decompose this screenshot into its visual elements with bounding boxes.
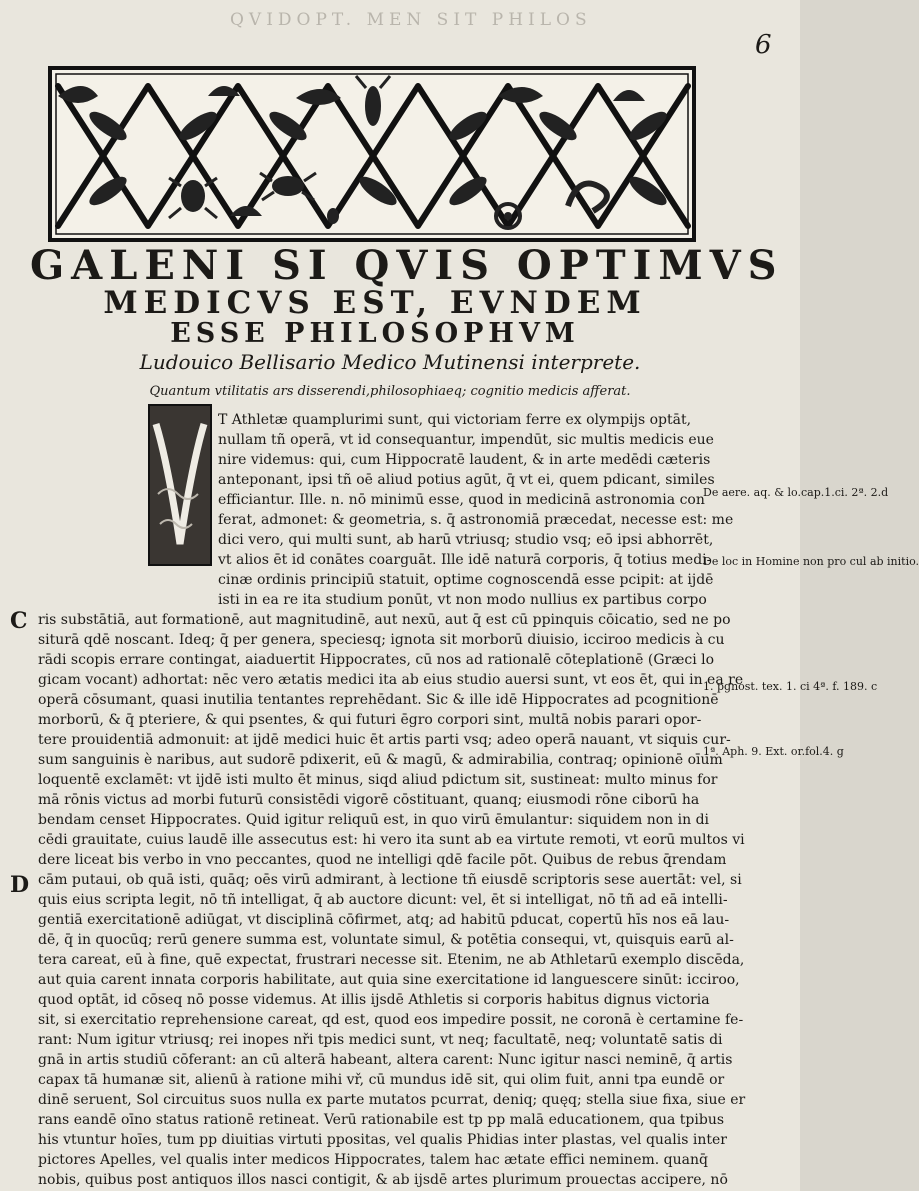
bleed-through-text: QVIDOPT. MEN SIT PHILOS — [230, 10, 592, 30]
text-line: operā cōsumant, quasi inutilia tentantes reprehēdant. Sic & ille idē Hippocrates ad pcognitionē — [38, 692, 719, 708]
text-line: bendam censet Hippocrates. Quid igitur reliquū est, in quo virū ēmulantur: siquidem non in di — [38, 812, 710, 828]
margin-letter-c: C — [10, 608, 28, 634]
text-line: gnā in artis studiū cōferant: an cū alterā habeant, altera carent: Nunc igitur nasci neminē, q̄ artis — [38, 1052, 733, 1068]
title-line-1: GALENI SI QVIS OPTIMVS — [30, 242, 784, 289]
margin-note: De aere. aq. & lo.cap.1.ci. 2ª. 2.d — [703, 486, 889, 499]
scorpion-icon — [327, 208, 339, 224]
text-line: vt alios ēt id conātes coarguāt. Ille idē naturā corporis, q̄ totius medi- — [218, 552, 712, 568]
text-line: quod optāt, id cōseq nō posse videmus. At illis ijsdē Athletis si corporis habitus dignus victoria — [38, 992, 710, 1008]
text-line: anteponant, ipsi tñ oē aliud potius agūt, q̄ vt ei, quem pdicant, similes — [218, 472, 715, 488]
text-line: sum sanguinis è naribus, aut sudorē pdixerit, eū & magū, & admirabilia, contraq; opinionē oīum — [38, 752, 723, 768]
summary-caption: Quantum vtilitatis ars disserendi,philosophiaeq; cognitio medicis afferat. — [149, 384, 631, 399]
text-line: nobis, quibus post antiquos illos nasci contigit, & ab ijsdē artes plurimum prouectas accipere, nō — [38, 1172, 728, 1188]
text-line: ris substātiā, aut formationē, aut magnitudinē, aut nexū, aut q̄ est cū ppinquis cōicatio, sed ne po — [38, 612, 731, 628]
margin-letter-d: D — [10, 872, 30, 898]
text-line: quis eius scripta legit, nō tñ intelligat, q̄ ab auctore dicunt: vel, ēt si intelligat, nō tñ ad eā intelli- — [38, 892, 728, 908]
page-number: 6 — [755, 30, 772, 60]
margin-note: 1ª. Aph. 9. Ext. or.fol.4. g — [703, 745, 844, 758]
text-line: rant: Num igitur vtriusq; rei inopes nři tpis medici sunt, vt neq; facultatē, neq; voluntatē satis di — [38, 1032, 723, 1048]
text-line: sit, si exercitatio reprehensione careat, qd est, quod eos impedire possit, ne coronā è certamine fe- — [38, 1012, 744, 1028]
text-line: T Athletæ quamplurimi sunt, qui victoriam ferre ex olympijs optāt, — [218, 412, 692, 428]
text-line: dinē seruent, Sol circuitus suos nulla ex parte mutatos pcurrat, deniq; quęq; stella siue fixa, siue er — [38, 1092, 746, 1108]
text-line: morborū, & q̄ pteriere, & qui psentes, & qui futuri ēgro corpori sint, multā nobis parari opor- — [38, 712, 702, 728]
text-line: nire videmus: qui, cum Hippocratē laudent, & in arte medēdi cæteris — [218, 452, 711, 468]
text-line: loquentē exclamēt: vt ijdē isti multo ēt minus, siqd aliud pdictum sit, sustineat: multo minus for — [38, 772, 718, 788]
translator-line: Ludouico Bellisario Medico Mutinensi interprete. — [139, 350, 641, 374]
margin-note: 1. pgnost. tex. 1. ci 4ª. f. 189. c — [703, 680, 878, 693]
text-line: nullam tñ operā, vt id consequantur, impendūt, sic multis medicis eue — [218, 432, 714, 448]
title-line-2: MEDICVS EST, EVNDEM — [103, 285, 647, 321]
text-line: ferat, admonet: & geometria, s. q̄ astronomiā præcedat, necesse est: me — [218, 512, 734, 528]
text-line: tere prouidentiā admonuit: at ijdē medici huic ēt artis parti vsq; adeo operā nauant, vt siquis cur- — [38, 732, 731, 748]
text-line: rādi scopis errare contingat, aiaduertit Hippocrates, cū nos ad rationalē cōteplationē (Græci lo — [38, 652, 715, 668]
text-line: gicam vocant) adhortat: nēc vero ætatis medici ita ab eius studio auersi sunt, vt eos ēt, qui in ea re — [38, 672, 744, 688]
text-line: his vtuntur hoīes, tum pp diuitias virtuti ppositas, vel qualis Phidias inter plastas, vel qualis inter — [38, 1132, 727, 1148]
text-line: isti in ea re ita studium ponūt, vt non modo nullius ex partibus corpo — [218, 592, 707, 608]
title-line-3: ESSE PHILOSOPHVM — [170, 318, 580, 349]
text-line: cinæ ordinis principiū statuit, optime cognoscendā esse pcipit: at ijdē — [218, 572, 714, 588]
text-line: mā rōnis victus ad morbi futurū consistēdi vigorē cōstituant, quanq; eiusmodi rōne ciborū ha — [38, 792, 700, 808]
text-line: rans eandē oīno status rationē retineat. Verū rationabile est tp pp malā educationem, qua tpibus — [38, 1112, 725, 1128]
text-line: dici vero, qui multi sunt, ab harū vtriusq; studio vsq; eō ipsi abhorrēt, — [218, 532, 714, 548]
text-line: capax tā humanæ sit, alienū à ratione mihi vř, cū mundus idē sit, qui olim fuit, anni tpa eundē or — [38, 1072, 725, 1088]
text-line: cēdi grauitate, cuius laudē ille assecutus est: hi vero ita sunt ab ea virtute remoti, vt eorū multos vi — [38, 832, 745, 848]
text-line: siturā qdē noscant. Ideq; q̄ per genera, speciesq; ignota sit morborū diuisio, icciroo medicis à cu — [38, 632, 725, 648]
text-line: pictores Apelles, vel qualis inter medicos Hippocrates, talem hac ætate effici neminem. quanq̄ — [38, 1152, 708, 1168]
text-line: aut quia carent innata corporis habilitate, aut quia sine exercitatione id languescere sinūt: icciroo, — [38, 972, 740, 988]
margin-note: De loc in Homine non pro cul ab initio. — [703, 555, 919, 568]
woodcut-banner — [48, 66, 696, 242]
decorated-initial — [148, 404, 212, 566]
text-line: efficiantur. Ille. n. nō minimū esse, quod in medicinā astronomia con — [218, 492, 705, 508]
text-line: cām putaui, ob quā isti, quāq; oēs virū admirant, à lectione tñ eiusdē scriptoris sese auertāt: vel, si — [38, 872, 742, 888]
text-line: tera careat, eū à fine, quē expectat, frustrari necesse sit. Etenim, ne ab Athletarū exemplo discēda, — [38, 952, 745, 968]
text-line: dē, q̄ in quocūq; rerū genere summa est, voluntate simul, & potētia consequi, vt, quisquis earū al- — [38, 932, 734, 948]
text-line: gentiā exercitationē adiūgat, vt disciplinā cōfirmet, atq; ad habitū pducat, copertū hīs nos eā lau- — [38, 912, 730, 928]
text-line: dere liceat bis verbo in vno peccantes, quod ne intelligi qdē facile pōt. Quibus de rebus q̄rendam — [38, 852, 727, 868]
